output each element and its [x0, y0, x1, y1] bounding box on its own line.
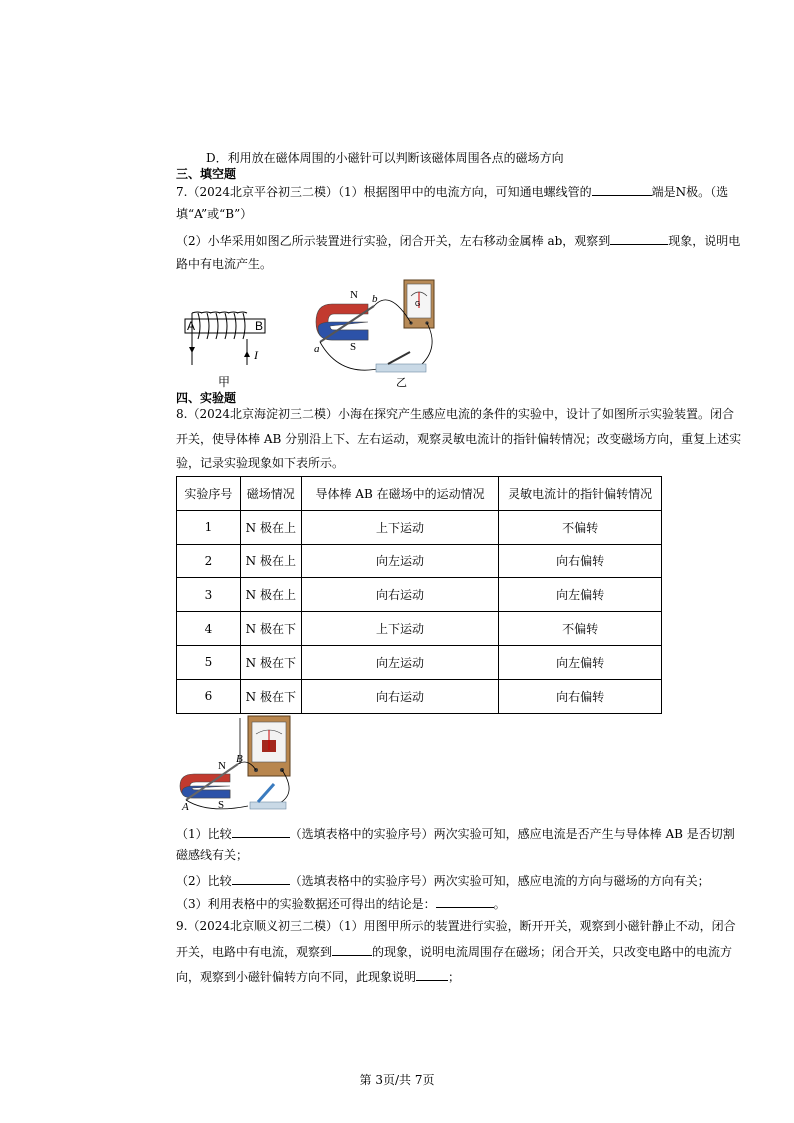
fig-yi-caption: 乙: [396, 376, 407, 388]
rod-end-big-a: A: [182, 801, 189, 813]
table-cell: 向左偏转: [499, 578, 662, 612]
table-cell: 不偏转: [499, 612, 662, 646]
table-cell: N 极在上: [240, 510, 301, 544]
q7-blank2[interactable]: [610, 231, 668, 245]
q8-sub3-text-b: 。: [493, 897, 506, 911]
table-header: 导体棒 AB 在磁场中的运动情况: [301, 477, 499, 511]
table-header: 磁场情况: [240, 477, 301, 511]
q8-line3: 验，记录实验现象如下表所示。: [176, 456, 345, 470]
generator-figure: [310, 278, 450, 388]
q9-line3: [176, 967, 460, 985]
solenoid-figure: [180, 305, 275, 390]
section-heading-fill: 三、填空题: [176, 167, 237, 181]
q8-blank1[interactable]: [232, 824, 290, 838]
table-row: [177, 679, 662, 713]
q9-text-c: 的现象，说明电流周围存在磁场；闭合开关，只改变电路中的电流方: [372, 945, 733, 959]
q8-sub1-line2: 磁感线有关；: [176, 848, 249, 862]
table-cell: N 极在上: [240, 578, 301, 612]
galvanometer-g: G: [415, 301, 421, 308]
q7-text-d: （2）小华采用如图乙所示装置进行实验，闭合开关，左右移动金属棒 ab，观察到: [176, 234, 611, 248]
option-d: D．利用放在磁体周围的小磁针可以判断该磁体周围各点的磁场方向: [206, 151, 564, 165]
q7-line1: [176, 182, 728, 200]
q7-line2: 填“A”或“B”）: [176, 207, 253, 221]
table-row: [177, 612, 662, 646]
page-footer: 第 3页/共 7页: [359, 1073, 435, 1087]
q7-text-a: 7.（2024北京平谷初三二模）（1）根据图甲中的电流方向，可知通电螺线管的: [176, 185, 592, 199]
experiment-table: [176, 476, 662, 714]
q7-line3: [176, 231, 740, 249]
table-header-row: [177, 477, 662, 511]
table-cell: 上下运动: [301, 612, 499, 646]
q7-text-e: 现象，说明电: [668, 234, 741, 248]
table-cell: 5: [177, 645, 241, 679]
table-row: [177, 510, 662, 544]
table-cell: 向右偏转: [499, 679, 662, 713]
q8-sub2-line: [176, 871, 710, 889]
magnet-n-label: N: [350, 289, 358, 301]
magnet-n-label-2: N: [218, 760, 226, 772]
table-header: 灵敏电流计的指针偏转情况: [499, 477, 662, 511]
table-cell: N 极在上: [240, 544, 301, 578]
fig-jia-caption: 甲: [218, 375, 231, 389]
induction-figure: [178, 714, 303, 814]
table-cell: N 极在下: [240, 679, 301, 713]
q8-sub3-line: [176, 894, 506, 912]
table-cell: 向右运动: [301, 679, 499, 713]
table-cell: 向右运动: [301, 578, 499, 612]
table-cell: 向左运动: [301, 544, 499, 578]
table-cell: 向右偏转: [499, 544, 662, 578]
q8-sub1-text-b: （选填表格中的实验序号）两次实验可知，感应电流是否产生与导体棒 AB 是否切割: [289, 827, 735, 841]
table-cell: 向左偏转: [499, 645, 662, 679]
table-cell: 1: [177, 510, 241, 544]
q8-sub1-text-a: （1）比较: [176, 827, 232, 841]
table-row: [177, 578, 662, 612]
q9-text-e: ；: [448, 970, 461, 984]
q9-blank2[interactable]: [416, 967, 448, 981]
magnet-s-label: S: [350, 341, 357, 353]
current-label: I: [254, 348, 258, 362]
table-cell: N 极在下: [240, 645, 301, 679]
q7-text-b: 端是N极。（选: [651, 185, 729, 199]
q9-line1: 9.（2024北京顺义初三二模）（1）用图甲所示的装置进行实验，断开开关，观察到小磁针静止不动，闭合: [176, 919, 736, 933]
table-cell: 3: [177, 578, 241, 612]
q9-text-d: 向，观察到小磁针偏转方向不同，此现象说明: [176, 970, 417, 984]
q9-line2: [176, 942, 732, 960]
q8-sub3-text-a: （3）利用表格中的实验数据还可得出的结论是：: [176, 897, 436, 911]
table-cell: 向左运动: [301, 645, 499, 679]
table-cell: 6: [177, 679, 241, 713]
magnet-s-label-2: S: [218, 799, 225, 811]
rod-end-a: a: [314, 343, 320, 355]
table-cell: 2: [177, 544, 241, 578]
rod-end-b: b: [372, 293, 378, 305]
q8-blank2[interactable]: [232, 871, 290, 885]
table-cell: 4: [177, 612, 241, 646]
rod-end-big-b: B: [236, 753, 243, 765]
q8-blank3[interactable]: [436, 894, 494, 908]
q9-blank1[interactable]: [332, 942, 372, 956]
table-cell: 不偏转: [499, 510, 662, 544]
q7-line4: 路中有电流产生。: [176, 257, 273, 271]
coil-label-a: A: [187, 319, 196, 333]
table-cell: 上下运动: [301, 510, 499, 544]
table-cell: N 极在下: [240, 612, 301, 646]
q8-sub2-text-a: （2）比较: [176, 874, 232, 888]
section-heading-exp: 四、实验题: [176, 391, 237, 405]
table-header: 实验序号: [177, 477, 241, 511]
q8-line1: 8.（2024北京海淀初三二模）小海在探究产生感应电流的条件的实验中，设计了如图所示实验装置。闭合: [176, 407, 734, 421]
q8-sub1-line1: [176, 824, 735, 842]
q8-line2: 开关，使导体棒 AB 分别沿上下、左右运动，观察灵敏电流计的指针偏转情况；改变磁场方向，重复上述实: [176, 432, 742, 446]
table-row: [177, 544, 662, 578]
q8-sub2-text-b: （选填表格中的实验序号）两次实验可知，感应电流的方向与磁场的方向有关；: [289, 874, 710, 888]
coil-label-b: B: [255, 319, 264, 333]
table-row: [177, 645, 662, 679]
q9-text-b: 开关，电路中有电流，观察到: [176, 945, 333, 959]
q7-blank1[interactable]: [592, 182, 652, 196]
